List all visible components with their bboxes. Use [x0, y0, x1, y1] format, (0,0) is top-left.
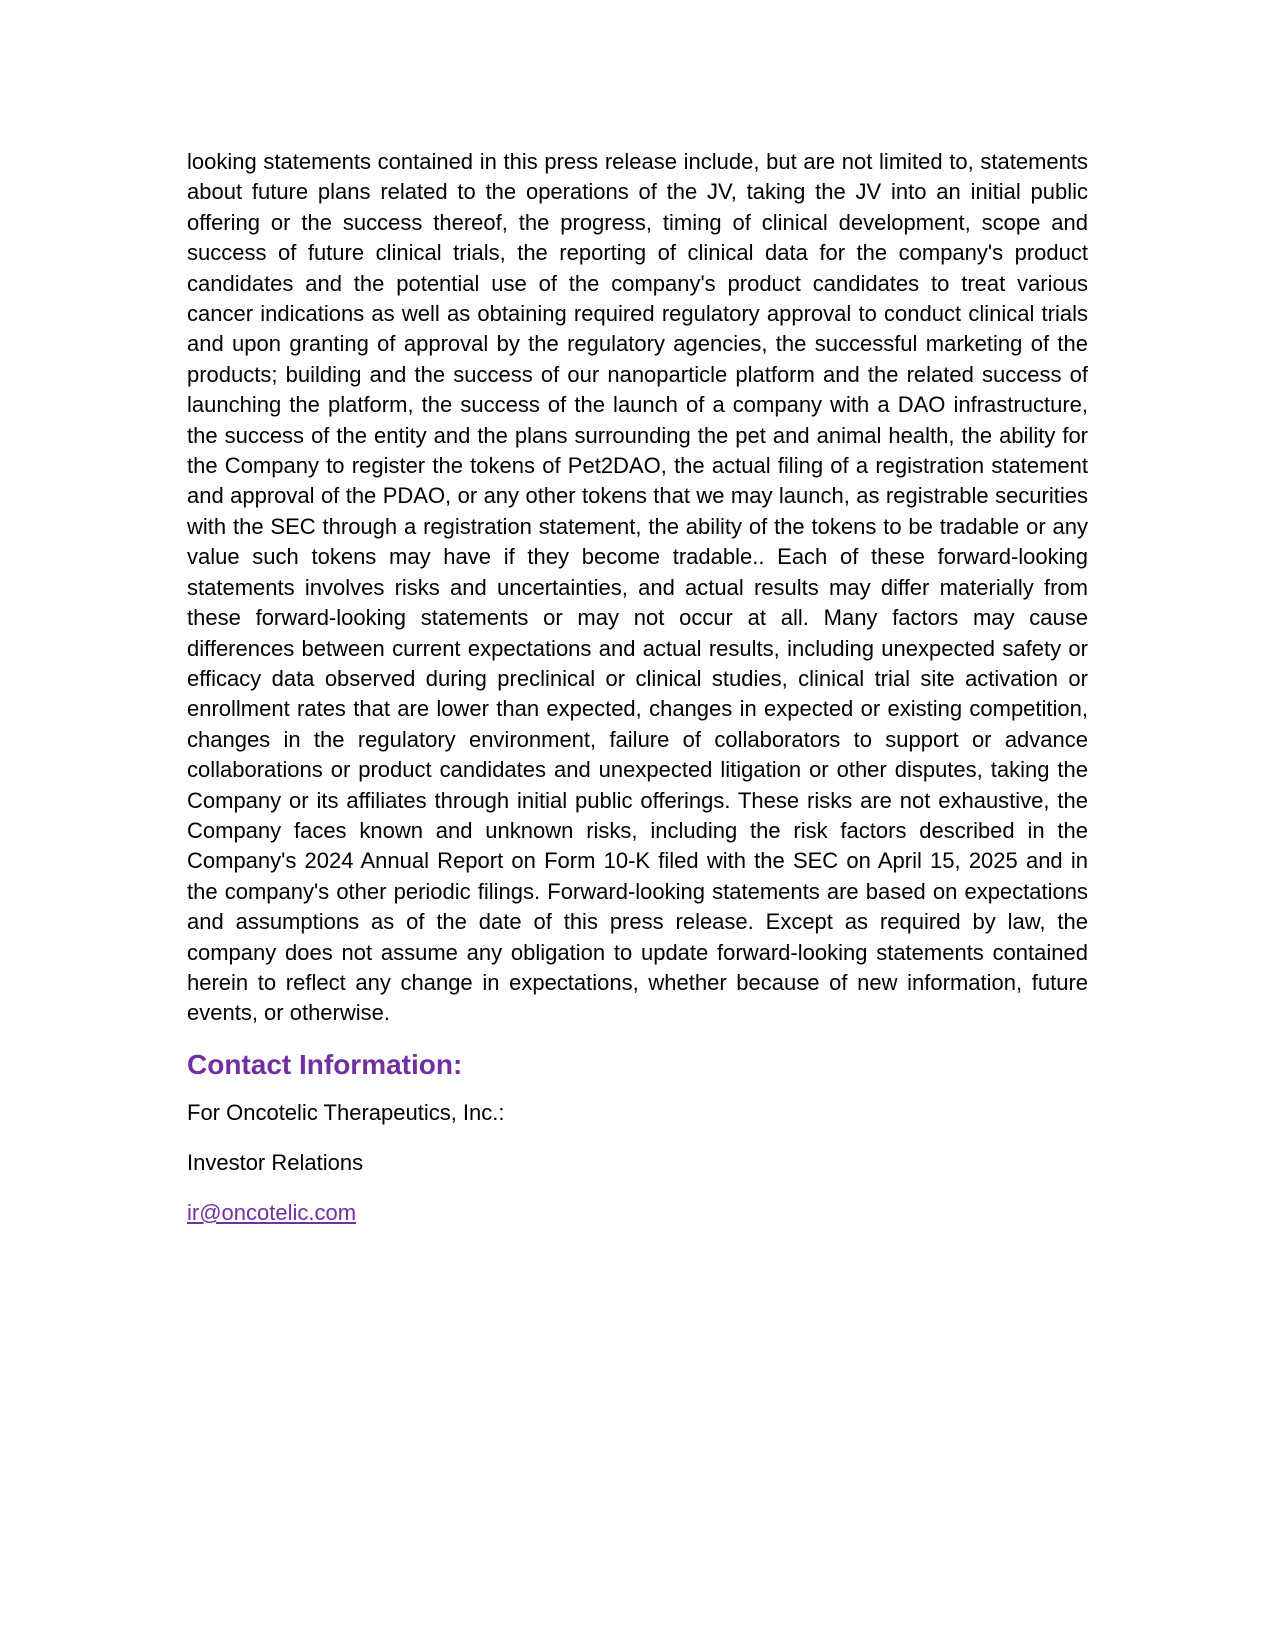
contact-information-heading: Contact Information:: [187, 1048, 463, 1080]
forward-looking-statements-paragraph: looking statements contained in this press release include, but are not limited to, statements about future plans related to the operations of the JV, taking the JV into an initial public offering or the success thereof, the progress, timing of clinical development, scope and success of future clinical trials, the reporting of clinical data for the company's product candidates and the potential use of the company's product candidates to treat various cancer indications as well as obtaining required regulatory approval to conduct clinical trials and upon granting of approval by the regulatory agencies, the successful marketing of the products; building and the success of our nanoparticle platform and the related success of launching the platform, the success of the launch of a company with a DAO infrastructure, the success of the entity and the plans surrounding the pet and animal health, the ability for the Company to register the tokens of Pet2DAO, the actual filing of a registration statement and approval of the PDAO, or any other tokens that we may launch, as registrable securities with the SEC through a registration statement, the ability of the tokens to be tradable or any value such tokens may have if they become tradable.. Each of these forward-looking statements involves risks and uncertainties, and actual results may differ materially from these forward-looking statements or may not occur at all. Many factors may cause differences between current expectations and actual results, including unexpected safety or efficacy data observed during preclinical or clinical studies, clinical trial site activation or enrollment rates that are lower than expected, changes in expected or existing competition, changes in the regulatory environment, failure of collaborators to support or advance collaborations or product candidates and unexpected litigation or other disputes, taking the Company or its affiliates through initial public offerings. These risks are not exhaustive, the Company faces known and unknown risks, including the risk factors described in the Company's 2024 Annual Report on Form 10-K filed with the SEC on April 15, 2025 and in the company's other periodic filings. Forward-looking statements are based on expectations and assumptions as of the date of this press release. Except as required by law, the company does not assume any obligation to update forward-looking statements contained herein to reflect any change in expectations, whether because of new information, future events, or otherwise.: [187, 149, 1088, 1026]
contact-department: Investor Relations: [187, 1149, 364, 1175]
contact-email-link[interactable]: ir@oncotelic.com: [187, 1199, 357, 1225]
page-content: [187, 147, 1088, 1227]
contact-company-line: For Oncotelic Therapeutics, Inc.:: [187, 1099, 505, 1125]
contact-email-line: [187, 1199, 1088, 1227]
